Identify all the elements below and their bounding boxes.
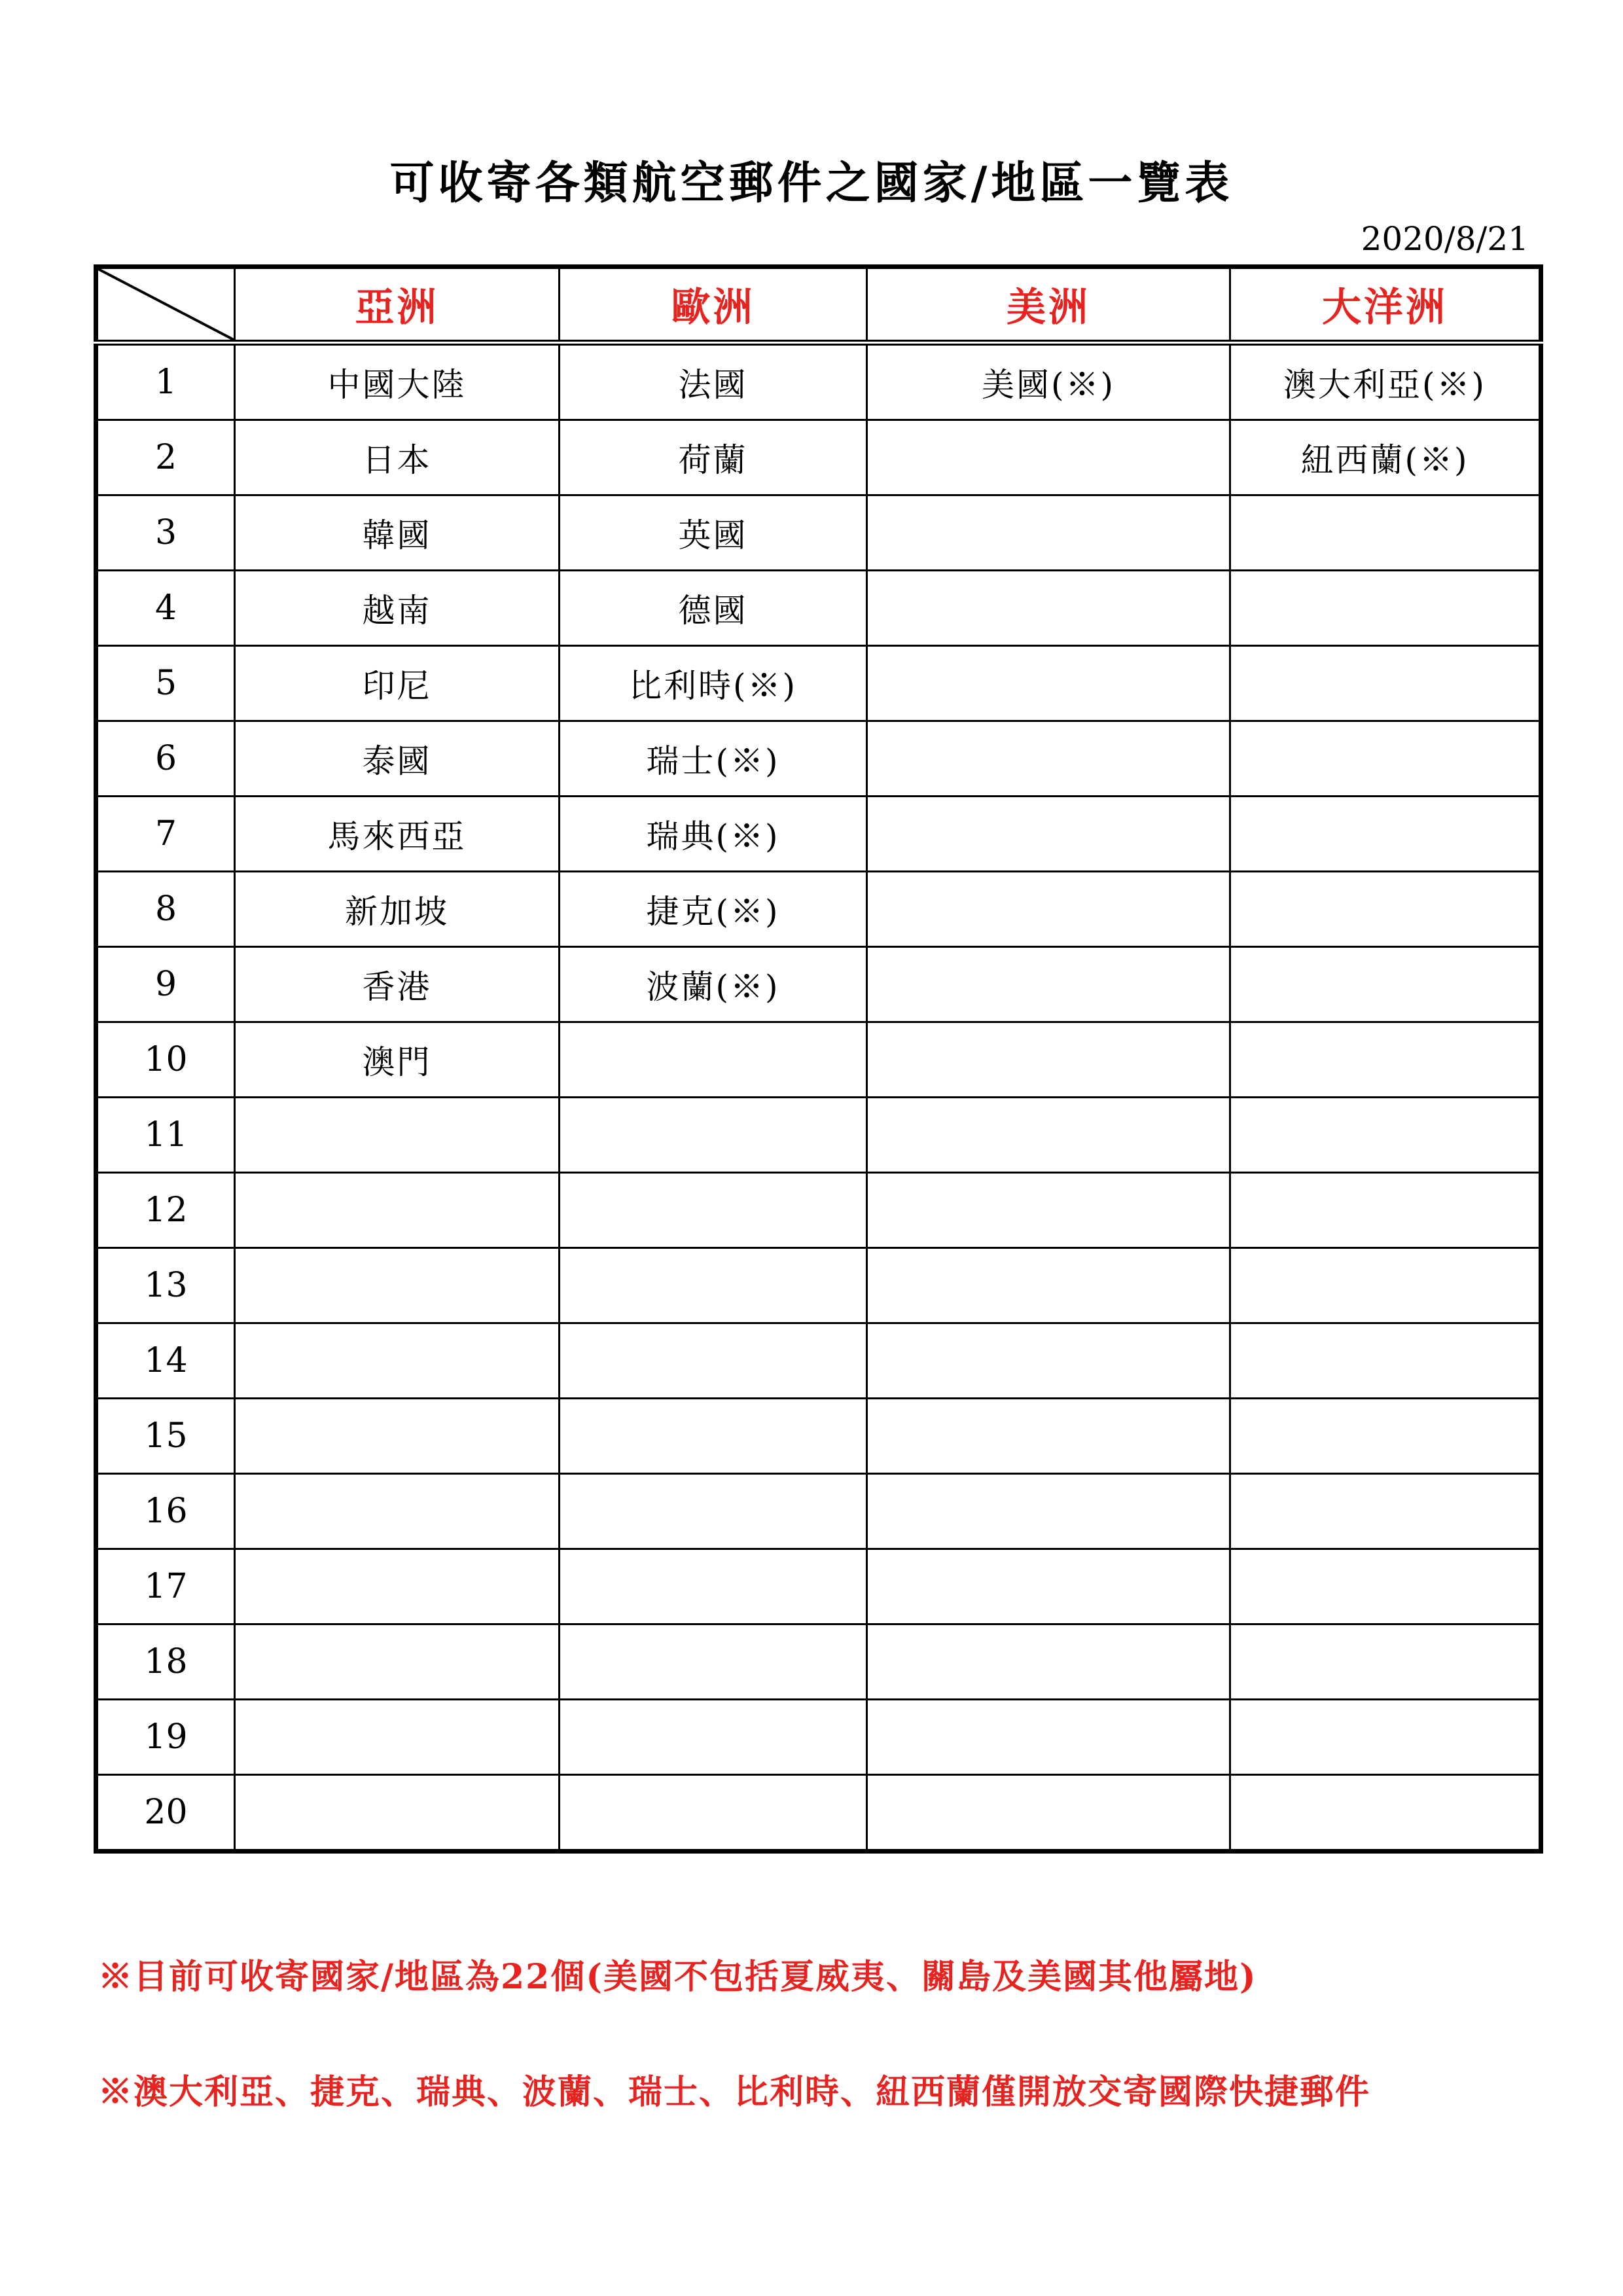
americas-cell — [867, 646, 1230, 721]
document-date: 2020/8/21 — [1361, 220, 1529, 258]
oceania-cell — [1230, 1700, 1541, 1775]
europe-cell: 比利時(※) — [560, 646, 867, 721]
europe-cell: 荷蘭 — [560, 420, 867, 495]
americas-cell — [867, 721, 1230, 797]
europe-cell: 瑞士(※) — [560, 721, 867, 797]
table-header-row — [96, 267, 1541, 343]
oceania-cell — [1230, 1323, 1541, 1399]
asia-cell — [235, 1700, 560, 1775]
oceania-cell — [1230, 495, 1541, 571]
oceania-cell — [1230, 947, 1541, 1022]
table-row — [96, 872, 1541, 947]
asia-cell — [235, 1474, 560, 1549]
row-number-cell: 17 — [96, 1549, 235, 1624]
oceania-cell — [1230, 1022, 1541, 1098]
europe-cell — [560, 1775, 867, 1852]
table-row — [96, 1323, 1541, 1399]
row-number-cell: 14 — [96, 1323, 235, 1399]
note-count-text: ※目前可收寄國家/地區為22個(美國不包括夏威夷、關島及美國其他屬地) — [98, 1957, 1257, 1997]
table-row — [96, 571, 1541, 646]
row-number-cell: 6 — [96, 721, 235, 797]
header-europe: 歐洲 — [560, 267, 867, 343]
americas-cell — [867, 797, 1230, 872]
corner-cell — [96, 267, 235, 343]
americas-cell — [867, 1399, 1230, 1474]
europe-cell — [560, 1098, 867, 1173]
oceania-cell — [1230, 1399, 1541, 1474]
oceania-cell — [1230, 797, 1541, 872]
americas-cell — [867, 1474, 1230, 1549]
oceania-cell — [1230, 1775, 1541, 1852]
oceania-cell — [1230, 872, 1541, 947]
asia-cell: 泰國 — [235, 721, 560, 797]
table-row — [96, 1022, 1541, 1098]
row-number-cell: 16 — [96, 1474, 235, 1549]
row-number-cell: 10 — [96, 1022, 235, 1098]
table-row — [96, 1098, 1541, 1173]
americas-cell — [867, 1098, 1230, 1173]
table-row — [96, 1248, 1541, 1323]
europe-cell: 英國 — [560, 495, 867, 571]
americas-cell — [867, 872, 1230, 947]
asia-cell — [235, 1323, 560, 1399]
americas-cell — [867, 1248, 1230, 1323]
row-number-cell: 3 — [96, 495, 235, 571]
oceania-cell — [1230, 646, 1541, 721]
asia-cell — [235, 1775, 560, 1852]
row-number-cell: 7 — [96, 797, 235, 872]
americas-cell: 美國(※) — [867, 343, 1230, 420]
row-number-cell: 2 — [96, 420, 235, 495]
asia-cell: 日本 — [235, 420, 560, 495]
row-number-cell: 8 — [96, 872, 235, 947]
table-row — [96, 495, 1541, 571]
europe-cell — [560, 1624, 867, 1700]
oceania-cell — [1230, 1474, 1541, 1549]
americas-cell — [867, 1775, 1230, 1852]
oceania-cell — [1230, 721, 1541, 797]
europe-cell — [560, 1022, 867, 1098]
page-title: 可收寄各類航空郵件之國家/地區一覽表 — [389, 157, 1234, 209]
table-body — [96, 343, 1541, 1852]
row-number-cell: 4 — [96, 571, 235, 646]
europe-cell: 德國 — [560, 571, 867, 646]
americas-cell — [867, 495, 1230, 571]
table-row — [96, 343, 1541, 420]
oceania-cell: 澳大利亞(※) — [1230, 343, 1541, 420]
table-row — [96, 1173, 1541, 1248]
americas-cell — [867, 947, 1230, 1022]
americas-cell — [867, 1173, 1230, 1248]
asia-cell: 中國大陸 — [235, 343, 560, 420]
row-number-cell: 5 — [96, 646, 235, 721]
europe-cell — [560, 1549, 867, 1624]
oceania-cell — [1230, 1173, 1541, 1248]
europe-cell — [560, 1248, 867, 1323]
asia-cell — [235, 1624, 560, 1700]
note-count — [98, 1954, 1538, 2000]
note-express-text: ※澳大利亞、捷克、瑞典、波蘭、瑞士、比利時、紐西蘭僅開放交寄國際快捷郵件 — [98, 2072, 1371, 2112]
row-number-cell: 20 — [96, 1775, 235, 1852]
table-row — [96, 646, 1541, 721]
table-row — [96, 947, 1541, 1022]
asia-cell — [235, 1173, 560, 1248]
asia-cell: 新加坡 — [235, 872, 560, 947]
header-americas: 美洲 — [867, 267, 1230, 343]
asia-cell: 越南 — [235, 571, 560, 646]
table-row — [96, 1474, 1541, 1549]
asia-cell: 韓國 — [235, 495, 560, 571]
oceania-cell — [1230, 1098, 1541, 1173]
asia-cell — [235, 1098, 560, 1173]
oceania-cell — [1230, 1549, 1541, 1624]
row-number-cell: 12 — [96, 1173, 235, 1248]
europe-cell — [560, 1323, 867, 1399]
oceania-cell — [1230, 571, 1541, 646]
row-number-cell: 18 — [96, 1624, 235, 1700]
europe-cell: 波蘭(※) — [560, 947, 867, 1022]
asia-cell: 馬來西亞 — [235, 797, 560, 872]
table-row — [96, 1700, 1541, 1775]
row-number-cell: 11 — [96, 1098, 235, 1173]
asia-cell — [235, 1248, 560, 1323]
note-express — [98, 2070, 1538, 2115]
asia-cell: 香港 — [235, 947, 560, 1022]
europe-cell: 瑞典(※) — [560, 797, 867, 872]
americas-cell — [867, 1549, 1230, 1624]
europe-cell — [560, 1700, 867, 1775]
diagonal-slash-icon — [98, 269, 234, 340]
oceania-cell — [1230, 1248, 1541, 1323]
americas-cell — [867, 1624, 1230, 1700]
table-row — [96, 1549, 1541, 1624]
header-asia: 亞洲 — [235, 267, 560, 343]
table-row — [96, 420, 1541, 495]
table-row — [96, 1624, 1541, 1700]
row-number-cell: 15 — [96, 1399, 235, 1474]
americas-cell — [867, 420, 1230, 495]
americas-cell — [867, 1323, 1230, 1399]
country-table-wrapper — [94, 264, 1539, 1902]
table-row — [96, 721, 1541, 797]
country-table — [94, 264, 1543, 1854]
row-number-cell: 1 — [96, 343, 235, 420]
table-row — [96, 1775, 1541, 1852]
americas-cell — [867, 571, 1230, 646]
asia-cell — [235, 1399, 560, 1474]
americas-cell — [867, 1700, 1230, 1775]
table-row — [96, 1399, 1541, 1474]
row-number-cell: 9 — [96, 947, 235, 1022]
oceania-cell: 紐西蘭(※) — [1230, 420, 1541, 495]
asia-cell — [235, 1549, 560, 1624]
oceania-cell — [1230, 1624, 1541, 1700]
europe-cell — [560, 1474, 867, 1549]
asia-cell: 澳門 — [235, 1022, 560, 1098]
row-number-cell: 13 — [96, 1248, 235, 1323]
header-oceania: 大洋洲 — [1230, 267, 1541, 343]
row-number-cell: 19 — [96, 1700, 235, 1775]
europe-cell — [560, 1173, 867, 1248]
americas-cell — [867, 1022, 1230, 1098]
europe-cell — [560, 1399, 867, 1474]
table-row — [96, 797, 1541, 872]
europe-cell: 捷克(※) — [560, 872, 867, 947]
asia-cell: 印尼 — [235, 646, 560, 721]
europe-cell: 法國 — [560, 343, 867, 420]
